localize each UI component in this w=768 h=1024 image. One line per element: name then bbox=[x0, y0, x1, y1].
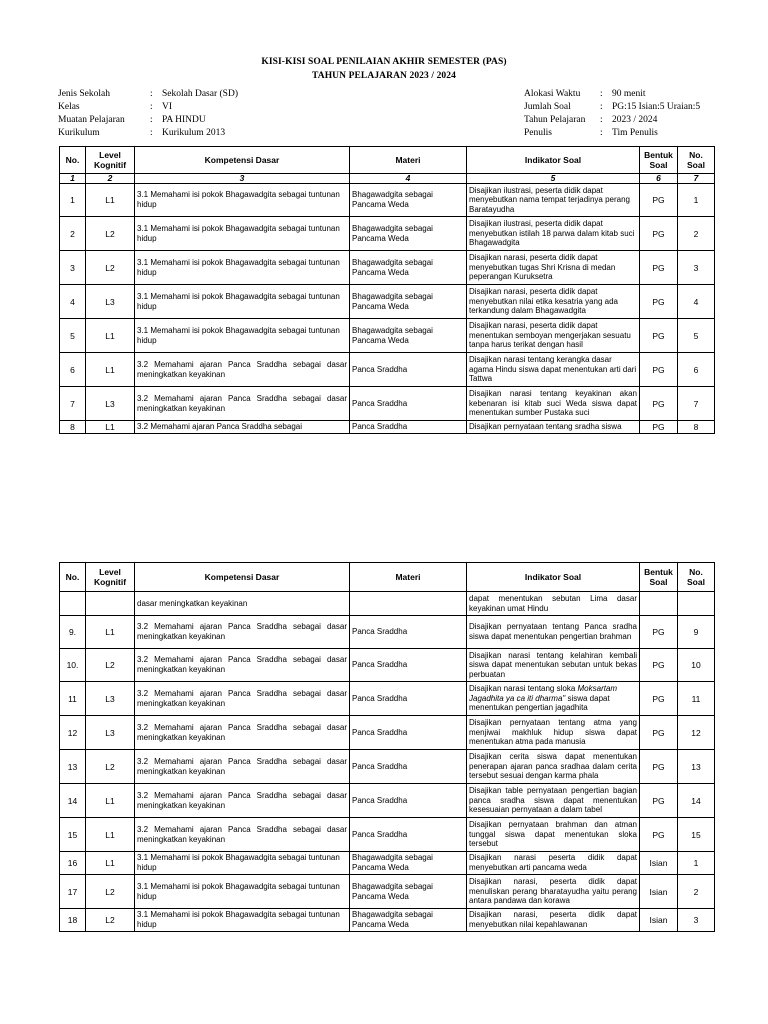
cell-materi: Bhagawadgita sebagai Pancama Weda bbox=[350, 909, 467, 932]
cell-no: 18 bbox=[60, 909, 86, 932]
cell-indikator: Disajikan narasi, peserta didik dapat menyebutkan tugas Shri Krisna di medan peperangan Kuruksetra bbox=[467, 251, 640, 285]
cell-nosoal: 7 bbox=[678, 387, 715, 421]
cell-no: 6 bbox=[60, 353, 86, 387]
cell-materi: Bhagawadgita sebagai Pancama Weda bbox=[350, 217, 467, 251]
cell-kd: 3.1 Memahami isi pokok Bhagawadgita sebagai tuntunan hidup bbox=[135, 319, 350, 353]
cell-indikator: Disajikan narasi peserta didik dapat menyebutkan arti pancama weda bbox=[467, 852, 640, 875]
cell-indikator: Disajikan narasi, peserta didik dapat menyebutkan nilai kepahlawanan bbox=[467, 909, 640, 932]
cell-level: L3 bbox=[86, 387, 135, 421]
table-row bbox=[60, 616, 715, 649]
header-bentuk: Bentuk Soal bbox=[640, 147, 678, 174]
cell-indikator: Disajikan cerita siswa dapat menentukan penerapan ajaran panca sradhaa dalam cerita tersebut sesuai dengan karma phala bbox=[467, 750, 640, 784]
cell-nosoal: 1 bbox=[678, 852, 715, 875]
cell-materi: Bhagawadgita sebagai Pancama Weda bbox=[350, 251, 467, 285]
cell-indikator: Disajikan ilustrasi, peserta didik dapat menyebutkan nama tempat terjadinya perang Baratayudha bbox=[467, 184, 640, 217]
cell-level: L3 bbox=[86, 716, 135, 750]
cell-kd: 3.2 Memahami ajaran Panca Sraddha sebagai dasar meningkatkan keyakinan bbox=[135, 387, 350, 421]
cell-level: L1 bbox=[86, 616, 135, 649]
cell-bentuk: PG bbox=[640, 319, 678, 353]
header-materi: Materi bbox=[350, 563, 467, 592]
info-value: Tim Penulis bbox=[612, 128, 658, 138]
table-row bbox=[60, 909, 715, 932]
cell-kd: 3.1 Memahami isi pokok Bhagawadgita sebagai tuntunan hidup bbox=[135, 251, 350, 285]
cell-kd: dasar meningkatkan keyakinan bbox=[135, 592, 350, 616]
info-label: Jenis Sekolah bbox=[58, 89, 110, 99]
table-row bbox=[60, 852, 715, 875]
cell-kd: 3.1 Memahami isi pokok Bhagawadgita sebagai tuntunan hidup bbox=[135, 217, 350, 251]
cell-kd: 3.2 Memahami ajaran Panca Sraddha sebagai dasar meningkatkan keyakinan bbox=[135, 716, 350, 750]
cell-bentuk: PG bbox=[640, 750, 678, 784]
cell-kd: 3.2 Memahami ajaran Panca Sraddha sebagai dasar meningkatkan keyakinan bbox=[135, 353, 350, 387]
cell-no: 8 bbox=[60, 421, 86, 434]
header-no: No. bbox=[60, 147, 86, 174]
cell-indikator: Disajikan narasi, peserta didik dapat menyebutkan nilai etika kesatria yang ada terkandung dalam Bhagawadgita bbox=[467, 285, 640, 319]
table-row bbox=[60, 682, 715, 716]
cell-bentuk: PG bbox=[640, 353, 678, 387]
cell-indikator bbox=[467, 682, 640, 716]
cell-nosoal: 11 bbox=[678, 682, 715, 716]
kisi-table-page1 bbox=[59, 146, 715, 434]
info-right bbox=[524, 88, 700, 140]
table-row bbox=[60, 285, 715, 319]
cell-kd: 3.2 Memahami ajaran Panca Sraddha sebagai dasar meningkatkan keyakinan bbox=[135, 784, 350, 818]
table-header-row bbox=[60, 147, 715, 174]
info-colon: : bbox=[600, 89, 603, 99]
cell-no: 15 bbox=[60, 818, 86, 852]
indikator-text: siswa dapat menentukan pengertian jagadhita bbox=[469, 693, 610, 713]
info-left bbox=[58, 88, 238, 140]
cell-level: L2 bbox=[86, 649, 135, 682]
info-colon: : bbox=[600, 128, 603, 138]
table-row bbox=[60, 750, 715, 784]
cell-materi: Panca Sraddha bbox=[350, 716, 467, 750]
cell-level: L3 bbox=[86, 285, 135, 319]
cell-kd: 3.2 Memahami ajaran Panca Sraddha sebagai dasar meningkatkan keyakinan bbox=[135, 818, 350, 852]
sloka-quote: Moksartam Jagadhita ya ca iti dharma" bbox=[469, 684, 618, 703]
cell-nosoal: 6 bbox=[678, 353, 715, 387]
cell-level: L1 bbox=[86, 784, 135, 818]
info-colon: : bbox=[150, 102, 153, 112]
column-number: 3 bbox=[135, 174, 350, 184]
cell-bentuk: PG bbox=[640, 616, 678, 649]
cell-indikator: Disajikan narasi, peserta didik dapat menuliskan perang bharatayudha yaitu perang antara pandawa dan korawa bbox=[467, 875, 640, 909]
cell-nosoal: 9 bbox=[678, 616, 715, 649]
info-value: Sekolah Dasar (SD) bbox=[162, 89, 238, 99]
cell-nosoal: 10 bbox=[678, 649, 715, 682]
cell-no: 7 bbox=[60, 387, 86, 421]
cell-materi: Bhagawadgita sebagai Pancama Weda bbox=[350, 285, 467, 319]
cell-bentuk: PG bbox=[640, 387, 678, 421]
cell-materi: Bhagawadgita sebagai Pancama Weda bbox=[350, 875, 467, 909]
info-value: 2023 / 2024 bbox=[612, 115, 658, 125]
cell-bentuk: Isian bbox=[640, 852, 678, 875]
cell-level: L2 bbox=[86, 875, 135, 909]
cell-level: L1 bbox=[86, 818, 135, 852]
cell-level: L2 bbox=[86, 909, 135, 932]
header-nosoal: No. Soal bbox=[678, 147, 715, 174]
table-header-row bbox=[60, 563, 715, 592]
cell-bentuk: PG bbox=[640, 421, 678, 434]
info-label: Alokasi Waktu bbox=[524, 89, 581, 99]
cell-level: L2 bbox=[86, 251, 135, 285]
cell-no: 2 bbox=[60, 217, 86, 251]
cell-nosoal: 4 bbox=[678, 285, 715, 319]
table-row bbox=[60, 251, 715, 285]
info-row bbox=[524, 114, 700, 127]
cell-bentuk: PG bbox=[640, 649, 678, 682]
cell-materi: Bhagawadgita sebagai Pancama Weda bbox=[350, 852, 467, 875]
cell-materi: Panca Sraddha bbox=[350, 387, 467, 421]
document-subtitle: TAHUN PELAJARAN 2023 / 2024 bbox=[312, 71, 456, 81]
cell-indikator: Disajikan pernyataan tentang Panca sradha siswa dapat menentukan pengertian brahman bbox=[467, 616, 640, 649]
info-label: Kurikulum bbox=[58, 128, 100, 138]
header-no: No. bbox=[60, 563, 86, 592]
info-row bbox=[524, 101, 700, 114]
cell-no: 3 bbox=[60, 251, 86, 285]
column-number: 6 bbox=[640, 174, 678, 184]
cell-nosoal: 3 bbox=[678, 909, 715, 932]
cell-no: 16 bbox=[60, 852, 86, 875]
cell-bentuk: PG bbox=[640, 217, 678, 251]
table-row bbox=[60, 184, 715, 217]
cell-no: 17 bbox=[60, 875, 86, 909]
cell-level: L2 bbox=[86, 217, 135, 251]
cell-bentuk: PG bbox=[640, 784, 678, 818]
header-level: Level Kognitif bbox=[86, 147, 135, 174]
cell-level: L1 bbox=[86, 353, 135, 387]
cell-bentuk: PG bbox=[640, 716, 678, 750]
cell-materi: Panca Sraddha bbox=[350, 682, 467, 716]
cell-kd: 3.2 Memahami ajaran Panca Sraddha sebagai dasar meningkatkan keyakinan bbox=[135, 616, 350, 649]
indikator-text: Disajikan narasi tentang sloka bbox=[469, 684, 578, 694]
cell-indikator: dapat menentukan sebutan Lima dasar keyakinan umat Hindu bbox=[467, 592, 640, 616]
cell-nosoal: 15 bbox=[678, 818, 715, 852]
cell-level: L2 bbox=[86, 750, 135, 784]
cell-no: 5 bbox=[60, 319, 86, 353]
header-indikator: Indikator Soal bbox=[467, 563, 640, 592]
cell-no: 1 bbox=[60, 184, 86, 217]
cell-no: 10. bbox=[60, 649, 86, 682]
column-number: 7 bbox=[678, 174, 715, 184]
header-level: Level Kognitif bbox=[86, 563, 135, 592]
info-colon: : bbox=[600, 102, 603, 112]
cell-no: 13 bbox=[60, 750, 86, 784]
info-value: Kurikulum 2013 bbox=[162, 128, 226, 138]
cell-nosoal: 13 bbox=[678, 750, 715, 784]
cell-kd: 3.2 Memahami ajaran Panca Sraddha sebagai dasar meningkatkan keyakinan bbox=[135, 682, 350, 716]
cell-kd: 3.1 Memahami isi pokok Bhagawadgita sebagai tuntunan hidup bbox=[135, 285, 350, 319]
cell-nosoal: 14 bbox=[678, 784, 715, 818]
cell-level: L1 bbox=[86, 421, 135, 434]
info-row bbox=[524, 88, 700, 101]
table-row bbox=[60, 818, 715, 852]
info-label: Muatan Pelajaran bbox=[58, 115, 125, 125]
header-bentuk: Bentuk Soal bbox=[640, 563, 678, 592]
cell-nosoal: 2 bbox=[678, 217, 715, 251]
info-row bbox=[58, 88, 238, 101]
info-row bbox=[58, 101, 238, 114]
document-title: KISI-KISI SOAL PENILAIAN AKHIR SEMESTER (PAS) bbox=[261, 57, 507, 67]
cell-bentuk: PG bbox=[640, 285, 678, 319]
cell-kd: 3.1 Memahami isi pokok Bhagawadgita sebagai tuntunan hidup bbox=[135, 184, 350, 217]
cell-materi: Bhagawadgita sebagai Pancama Weda bbox=[350, 184, 467, 217]
cell-materi: Panca Sraddha bbox=[350, 353, 467, 387]
header-materi: Materi bbox=[350, 147, 467, 174]
cell-level: L1 bbox=[86, 319, 135, 353]
info-value: VI bbox=[162, 102, 173, 112]
column-number: 2 bbox=[86, 174, 135, 184]
cell-level: L3 bbox=[86, 682, 135, 716]
cell-no: 9. bbox=[60, 616, 86, 649]
info-label: Penulis bbox=[524, 128, 552, 138]
cell-nosoal: 5 bbox=[678, 319, 715, 353]
info-colon: : bbox=[150, 115, 153, 125]
info-value: PG:15 Isian:5 Uraian:5 bbox=[612, 102, 701, 112]
table-row bbox=[60, 784, 715, 818]
cell-indikator: Disajikan ilustrasi, peserta didik dapat menyebutkan istilah 18 parwa dalam kitab suci Bhagawadgita bbox=[467, 217, 640, 251]
cell-level: L1 bbox=[86, 852, 135, 875]
cell-indikator: Disajikan narasi tentang keyakinan akan kebenaran isi kitab suci Weda siswa dapat menentukan sumber Pustaka suci bbox=[467, 387, 640, 421]
cell-level bbox=[86, 592, 135, 616]
cell-nosoal: 1 bbox=[678, 184, 715, 217]
cell-materi: Panca Sraddha bbox=[350, 784, 467, 818]
cell-kd: 3.1 Memahami isi pokok Bhagawadgita sebagai tuntunan hidup bbox=[135, 909, 350, 932]
cell-no: 12 bbox=[60, 716, 86, 750]
info-value: PA HINDU bbox=[162, 115, 206, 125]
cell-indikator: Disajikan narasi tentang kerangka dasar agama Hindu siswa dapat menentukan arti dari Tattwa bbox=[467, 353, 640, 387]
cell-no bbox=[60, 592, 86, 616]
cell-nosoal: 3 bbox=[678, 251, 715, 285]
table-row bbox=[60, 319, 715, 353]
cell-materi: Panca Sraddha bbox=[350, 750, 467, 784]
cell-bentuk: Isian bbox=[640, 909, 678, 932]
table-row bbox=[60, 592, 715, 616]
cell-kd: 3.1 Memahami isi pokok Bhagawadgita sebagai tuntunan hidup bbox=[135, 875, 350, 909]
cell-kd: 3.2 Memahami ajaran Panca Sraddha sebagai dasar meningkatkan keyakinan bbox=[135, 750, 350, 784]
cell-indikator: Disajikan pernyataan tentang atma yang menjiwai makhluk hidup siswa dapat menentukan atma pada manusia bbox=[467, 716, 640, 750]
cell-materi bbox=[350, 592, 467, 616]
cell-bentuk bbox=[640, 592, 678, 616]
cell-kd: 3.2 Memahami ajaran Panca Sraddha sebagai bbox=[135, 421, 350, 434]
cell-indikator: Disajikan pernyataan brahman dan atman tunggal siswa dapat menentukan sloka tersebut bbox=[467, 818, 640, 852]
header-indikator: Indikator Soal bbox=[467, 147, 640, 174]
cell-indikator: Disajikan narasi, peserta didik dapat menentukan semboyan mengerjakan sesuatu tanpa harus terikat dengan hasil bbox=[467, 319, 640, 353]
table-row bbox=[60, 649, 715, 682]
cell-materi: Panca Sraddha bbox=[350, 818, 467, 852]
info-label: Kelas bbox=[58, 102, 80, 112]
cell-level: L1 bbox=[86, 184, 135, 217]
table-row bbox=[60, 875, 715, 909]
column-number: 5 bbox=[467, 174, 640, 184]
table-row bbox=[60, 421, 715, 434]
cell-materi: Bhagawadgita sebagai Pancama Weda bbox=[350, 319, 467, 353]
cell-bentuk: PG bbox=[640, 682, 678, 716]
cell-kd: 3.1 Memahami isi pokok Bhagawadgita sebagai tuntunan hidup bbox=[135, 852, 350, 875]
cell-bentuk: PG bbox=[640, 184, 678, 217]
table-row bbox=[60, 217, 715, 251]
cell-nosoal: 12 bbox=[678, 716, 715, 750]
column-number-row bbox=[60, 174, 715, 184]
cell-bentuk: PG bbox=[640, 818, 678, 852]
info-colon: : bbox=[150, 128, 153, 138]
cell-nosoal bbox=[678, 592, 715, 616]
column-number: 4 bbox=[350, 174, 467, 184]
info-label: Tahun Pelajaran bbox=[524, 115, 586, 125]
info-value: 90 menit bbox=[612, 89, 646, 99]
table-row bbox=[60, 387, 715, 421]
header-kd: Kompetensi Dasar bbox=[135, 147, 350, 174]
cell-indikator: Disajikan pernyataan tentang sradha siswa bbox=[467, 421, 640, 434]
header-nosoal: No. Soal bbox=[678, 563, 715, 592]
cell-indikator: Disajikan narasi tentang kelahiran kembali siswa dapat menentukan sebutan untuk bekas perbuatan bbox=[467, 649, 640, 682]
cell-materi: Panca Sraddha bbox=[350, 616, 467, 649]
header-kd: Kompetensi Dasar bbox=[135, 563, 350, 592]
table-row bbox=[60, 716, 715, 750]
cell-nosoal: 2 bbox=[678, 875, 715, 909]
column-number: 1 bbox=[60, 174, 86, 184]
cell-no: 11 bbox=[60, 682, 86, 716]
cell-kd: 3.2 Memahami ajaran Panca Sraddha sebagai dasar meningkatkan keyakinan bbox=[135, 649, 350, 682]
info-row bbox=[58, 114, 238, 127]
cell-indikator: Disajikan table pernyataan pengertian bagian panca sradha siswa dapat menentukan kesesuaian pernyataan a dalam tabel bbox=[467, 784, 640, 818]
kisi-table-page2 bbox=[59, 562, 715, 932]
cell-materi: Panca Sraddha bbox=[350, 421, 467, 434]
cell-materi: Panca Sraddha bbox=[350, 649, 467, 682]
cell-bentuk: PG bbox=[640, 251, 678, 285]
cell-no: 4 bbox=[60, 285, 86, 319]
table-row bbox=[60, 353, 715, 387]
info-row bbox=[58, 127, 238, 140]
info-colon: : bbox=[150, 89, 153, 99]
info-label: Jumlah Soal bbox=[524, 102, 571, 112]
cell-nosoal: 8 bbox=[678, 421, 715, 434]
info-colon: : bbox=[600, 115, 603, 125]
info-row bbox=[524, 127, 700, 140]
cell-bentuk: Isian bbox=[640, 875, 678, 909]
cell-no: 14 bbox=[60, 784, 86, 818]
